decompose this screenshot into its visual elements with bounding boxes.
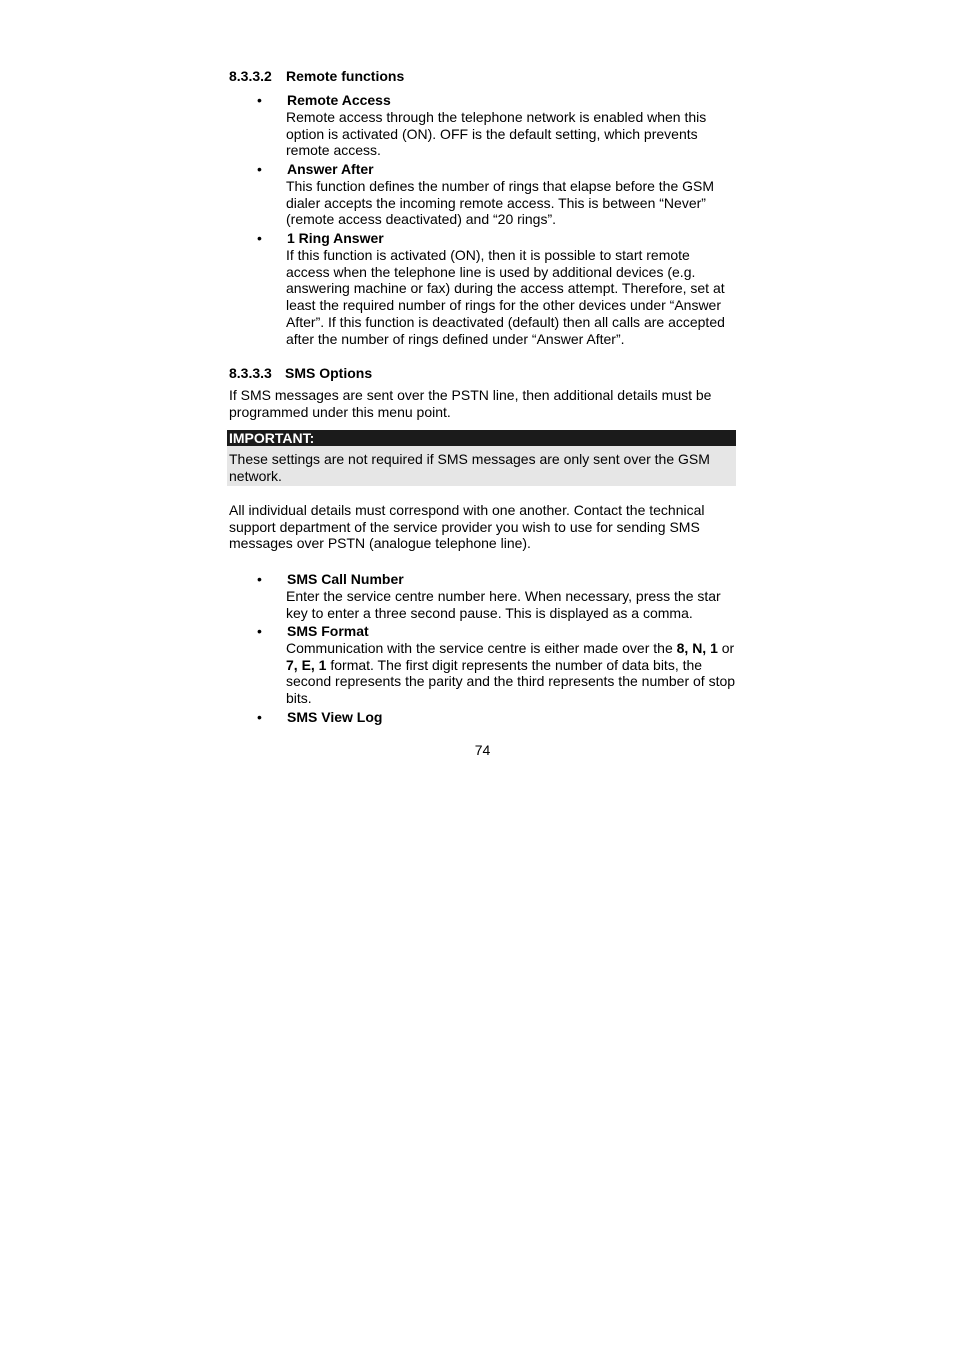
important-note: These settings are not required if SMS messages are only sent over the GSM network. [227, 446, 736, 486]
item-text: If this function is activated (ON), then it is possible to start remote access when the telephone line is used by additional devices (e.g. answering machine or fax) during the access attempt. Therefore, set at least the required number of rings for the other devices under “Answer After”. If this function is deactivated (default) then all calls are accepted after the number of rings defined under “Answer After”. [286, 247, 725, 347]
section-heading-remote-functions [229, 68, 404, 85]
item-text: This function defines the number of rings that elapse before the GSM dialer accepts the incoming remote access. This is between “Never” (remote access deactivated) and “20 rings”. [286, 178, 715, 228]
bullet-icon: • [257, 709, 262, 725]
item-title: SMS Format [287, 623, 369, 639]
item-title: Answer After [287, 161, 374, 177]
text-run: Communication with the service centre is either made over the [286, 640, 677, 656]
section-heading-sms-options [229, 365, 372, 382]
item-title: Remote Access [287, 92, 391, 108]
item-title: 1 Ring Answer [287, 230, 384, 246]
format-8n1: 8, N, 1 [676, 640, 718, 656]
important-label: IMPORTANT: [227, 430, 736, 446]
section-number: 8.3.3.3 [229, 365, 272, 381]
sms-intro-paragraph: If SMS messages are sent over the PSTN line, then additional details must be programmed under this menu point. [229, 387, 712, 420]
section-number: 8.3.3.2 [229, 68, 272, 84]
item-text: Remote access through the telephone network is enabled when this option is activated (ON). OFF is the default setting, which prevents remote access. [286, 109, 707, 159]
bullet-icon: • [257, 623, 262, 639]
page-number: 74 [474, 742, 491, 758]
item-title: SMS Call Number [287, 571, 404, 587]
bullet-icon: • [257, 571, 262, 587]
item-title: SMS View Log [287, 709, 383, 725]
bullet-icon: • [257, 230, 262, 246]
section-title: Remote functions [286, 68, 405, 84]
format-7e1: 7, E, 1 [286, 656, 327, 673]
text-run: format. The first digit represents the number of data bits, the second represents the parity and the third represents the number of stop bits. [286, 656, 736, 707]
text-run: or [717, 640, 735, 656]
item-text: Enter the service centre number here. When necessary, press the star key to enter a three second pause. This is displayed as a comma. [286, 588, 721, 621]
item-text [286, 640, 736, 707]
bullet-icon: • [257, 161, 262, 177]
section-title: SMS Options [285, 365, 373, 381]
sms-details-paragraph: All individual details must correspond with one another. Contact the technical support department of the service provider you wish to use for sending SMS messages over PSTN (analogue telephone line). [229, 502, 705, 552]
bullet-icon: • [257, 92, 262, 108]
